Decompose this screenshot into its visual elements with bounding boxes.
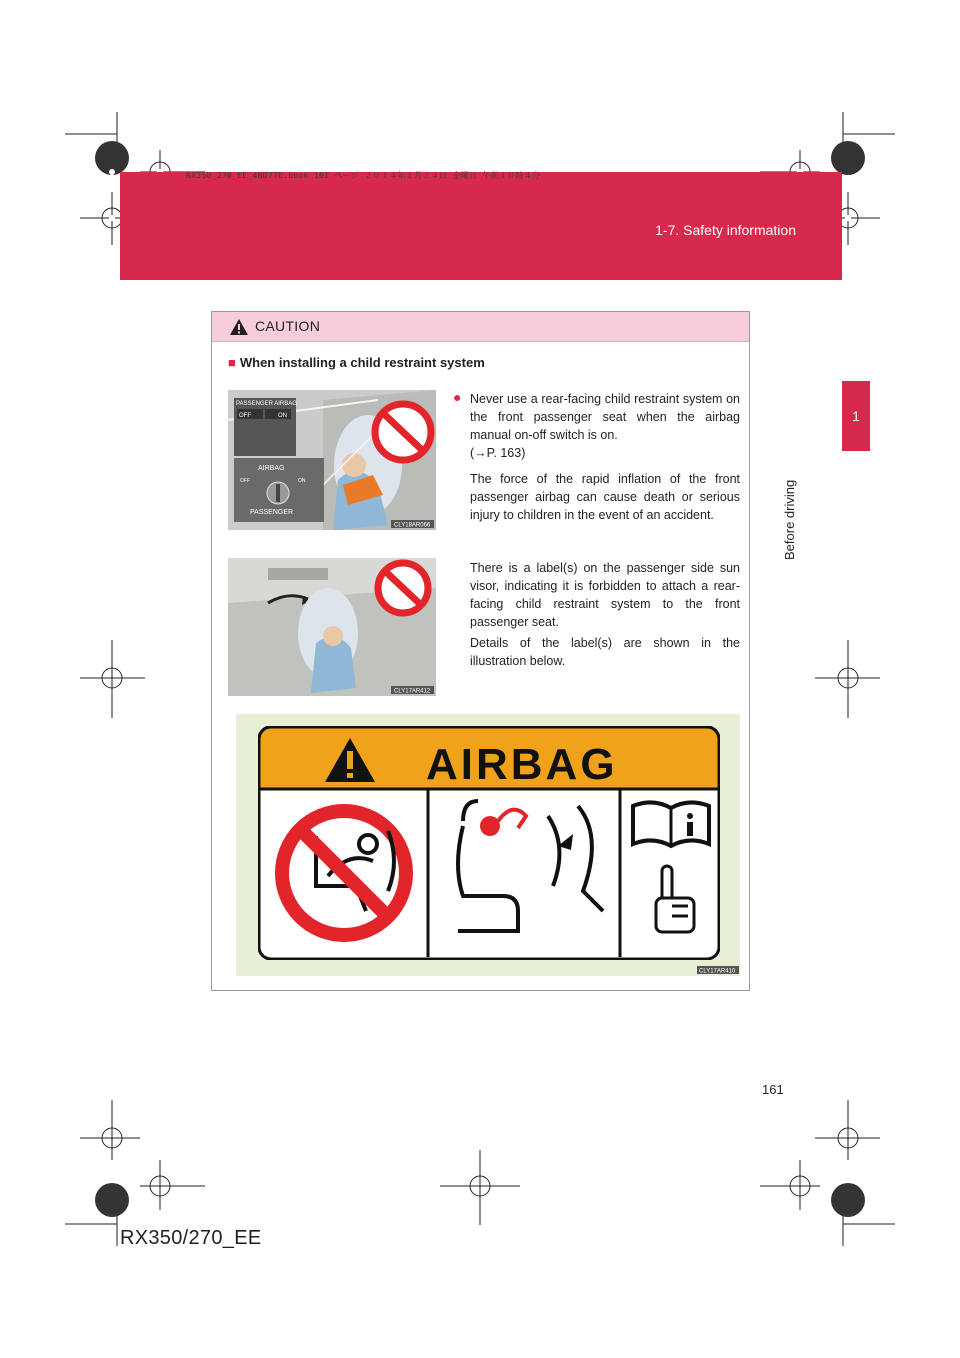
panel-off-label: OFF	[239, 413, 251, 419]
manual-book-icon	[633, 802, 709, 846]
switch-title: AIRBAG	[258, 465, 285, 472]
switch-off-label: OFF	[240, 478, 250, 484]
label-code: CLY17AR410	[699, 968, 736, 974]
switch-on-label: ON	[298, 478, 306, 484]
label-code-box	[697, 966, 739, 974]
book-info-line: RX350_270_EE_48D77E.book 161 ページ ２０１４年１月２４日 金曜日 午前１０時４分	[186, 171, 541, 180]
caution-bullet-text: Never use a rear-facing child restraint system on the front passenger seat when the airbag manual on-off switch is on.	[470, 392, 740, 442]
caution-title: CAUTION	[255, 318, 321, 334]
caution-paragraph-1: The force of the rapid inflation of the front passenger airbag can cause death or serious injury to children in the event of an accident.	[470, 472, 740, 522]
caution-subheading	[228, 355, 485, 370]
photo2-code: CLY17AR412	[394, 688, 431, 695]
airbag-label-word: AIRBAG	[426, 740, 618, 789]
sun-visor-illustration	[228, 558, 436, 696]
panel-on-label: ON	[278, 413, 287, 419]
switch-passenger-label: PASSENGER	[250, 509, 294, 516]
photo1-code: CLY18AR066	[394, 522, 431, 529]
chapter-label	[782, 470, 798, 560]
passenger-airbag-switch-illustration	[228, 390, 436, 530]
model-code: RX350/270_EE	[120, 1227, 262, 1249]
chapter-number: 1	[852, 408, 860, 424]
caution-subheading-text: When installing a child restraint system	[239, 355, 485, 370]
page-reference: (→P. 163)	[470, 446, 526, 460]
airbag-warning-label	[258, 726, 720, 960]
page-number: 161	[762, 1082, 784, 1097]
caution-paragraph-3: Details of the label(s) are shown in the illustration below.	[470, 636, 740, 668]
panel-title: PASSENGER AIRBAG	[236, 401, 297, 407]
caution-paragraph-2: There is a label(s) on the passenger side sun visor, indicating it is forbidden to attach a rear-facing child restraint system to the front passenger seat.	[470, 561, 740, 629]
warning-triangle-icon	[229, 318, 249, 336]
no-child-seat-icon	[282, 811, 406, 935]
square-bullet-icon: ■	[228, 355, 236, 370]
bullet-icon: ●	[453, 389, 462, 405]
section-title: 1-7. Safety information	[655, 222, 796, 238]
chapter-label-text: Before driving	[782, 479, 797, 560]
